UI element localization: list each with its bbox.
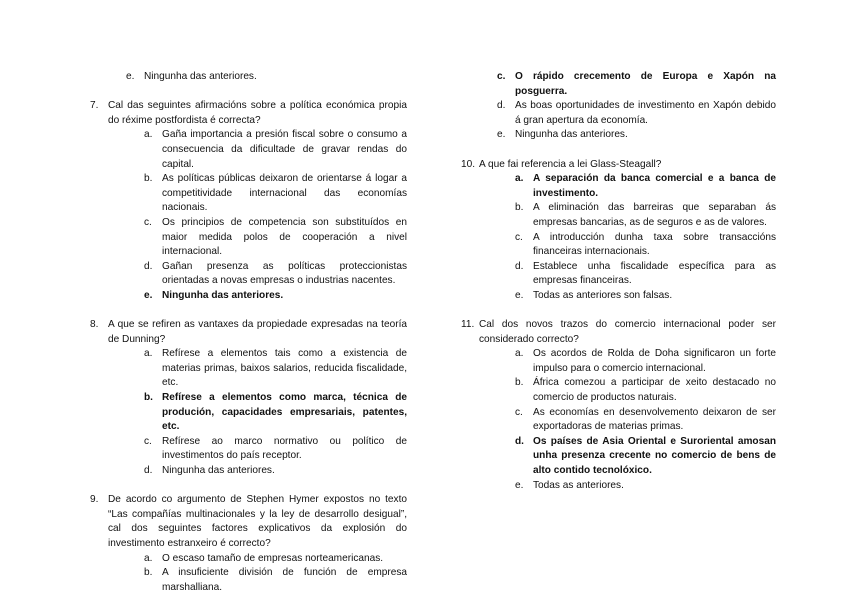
question-number: 11. <box>461 319 475 331</box>
spacer <box>461 143 776 158</box>
option-text: A insuficiente división de función de empresa marshalliana. <box>162 567 407 593</box>
left-column <box>90 70 407 595</box>
option-letter: c. <box>144 216 152 228</box>
option-text: A separación da banca comercial e a banca de investimento. <box>533 173 776 199</box>
option-letter: a. <box>515 348 524 360</box>
option-letter: a. <box>515 173 524 185</box>
option-letter: c. <box>515 406 523 418</box>
question-text: Cal das seguintes afirmacións sobre a política económica propia do réxime postfordista é correcta? <box>108 100 407 126</box>
option-letter: d. <box>144 260 153 272</box>
carryover-options <box>90 70 407 85</box>
question-8 <box>90 318 407 479</box>
option-text: Gaña importancia a presión fiscal sobre o consumo a consecuencia da dificultade de gravar rendas do capital. <box>162 129 407 170</box>
option-text: Os principios de competencia son substituídos en maior medida polos de cooperación a nivel internacional. <box>162 216 407 258</box>
option-letter: c. <box>497 71 506 82</box>
question-number: 7. <box>90 100 99 112</box>
option-b <box>108 566 407 595</box>
question-10 <box>461 158 776 304</box>
option-letter: d. <box>515 435 524 447</box>
option-letter: c. <box>144 435 152 447</box>
option-a-correct <box>479 172 776 201</box>
question-number: 10. <box>461 158 476 170</box>
option-text: O escaso tamaño de empresas norteamericanas. <box>162 552 384 564</box>
option-text: O rápido crecemento de Europa e Xapón na posguerra. <box>515 71 776 97</box>
options-list <box>108 552 407 596</box>
option-letter: b. <box>144 173 153 185</box>
option-e <box>479 289 776 304</box>
option-a <box>108 128 407 172</box>
options-list <box>479 347 776 493</box>
option-b <box>479 201 776 230</box>
option-b <box>479 376 776 405</box>
option-c <box>108 435 407 464</box>
option-text: Ningunha das anteriores. <box>162 289 284 301</box>
options-list <box>479 172 776 303</box>
option-text: Establece unha fiscalidade específica para as empresas financeiras. <box>533 260 776 287</box>
option-d <box>461 99 776 128</box>
option-letter: e. <box>515 289 524 301</box>
question-text: Cal dos novos trazos do comercio internacional poder ser considerado correcto? <box>479 319 776 345</box>
question-number: 9. <box>90 494 99 506</box>
option-c <box>479 231 776 260</box>
option-letter: e. <box>126 71 135 82</box>
option-letter: e. <box>497 129 506 141</box>
option-text: A eliminación das barreiras que separaban ás empresas bancarias, as de seguros e as de valores. <box>533 202 776 228</box>
option-letter: d. <box>515 260 524 272</box>
option-text: Refírese a elementos como marca, técnica de produción, capacidades empresariais, patentes, etc. <box>162 392 407 433</box>
option-c <box>108 216 407 260</box>
option-a <box>108 347 407 391</box>
question-text: A que se refiren as vantaxes da propiedade expresadas na teoría de Dunning? <box>108 319 407 345</box>
option-b-correct <box>108 391 407 435</box>
option-c <box>479 406 776 435</box>
option-text: Todas as anteriores. <box>533 479 624 491</box>
option-d-correct <box>479 435 776 479</box>
option-d <box>108 464 407 479</box>
option-letter: a. <box>144 552 153 564</box>
option-text: As boas oportunidades de investimento en Xapón debido á gran apertura da economía. <box>515 100 776 126</box>
option-letter: b. <box>144 392 153 404</box>
option-letter: e. <box>515 479 524 491</box>
question-11 <box>461 318 776 493</box>
option-a <box>108 552 407 567</box>
option-text: Os países de Asia Oriental e Suroriental amosan unha presenza crecente no comercio de bens de alto contido tecnolóxico. <box>533 435 776 477</box>
option-letter: b. <box>515 202 524 214</box>
option-text: Todas as anteriores son falsas. <box>533 289 673 301</box>
option-text: As políticas públicas deixaron de orientarse á logar a competitividade internacional das economías nacionais. <box>162 173 407 214</box>
question-number: 8. <box>90 319 99 331</box>
option-text: África comezou a participar de xeito destacado no comercio de productos naturais. <box>533 377 776 404</box>
option-text: As economías en desenvolvemento deixaron de ser exportadoras de materias primas. <box>533 406 776 433</box>
option-letter: d. <box>144 465 153 477</box>
option-letter: d. <box>497 100 506 112</box>
right-column <box>461 70 776 493</box>
option-letter: a. <box>144 129 153 141</box>
option-text: Refírese a elementos tais como a existencia de materias primas, baixos salarios, reducida fiscalidade, etc. <box>162 348 407 389</box>
option-letter: e. <box>144 289 153 301</box>
option-e-correct <box>108 289 407 304</box>
option-text: Refírese ao marco normativo ou político de investimentos do país receptor. <box>162 435 407 462</box>
question-7 <box>90 99 407 303</box>
options-list <box>108 128 407 303</box>
option-d <box>108 260 407 289</box>
option-c-correct <box>461 70 776 99</box>
options-list <box>108 347 407 478</box>
option-text: Ningunha das anteriores. <box>515 129 628 141</box>
option-a <box>479 347 776 376</box>
question-text: A que fai referencia a lei Glass-Steagall? <box>479 158 662 170</box>
option-text: Os acordos de Rolda de Doha significaron un forte impulso para o comercio internacional. <box>533 348 776 374</box>
option-letter: b. <box>515 377 524 389</box>
option-letter: b. <box>144 567 153 579</box>
question-text: De acordo co argumento de Stephen Hymer expostos no texto “Las compañías multinacionales y la ley de desarrollo desigual”, cal dos seguintes factores explicativos da explosión do investimento estranxeiro é correcto? <box>108 494 407 549</box>
option-e <box>479 479 776 494</box>
option-text: Ningunha das anteriores. <box>162 465 275 477</box>
option-letter: a. <box>144 348 153 360</box>
option-letter: c. <box>515 231 523 243</box>
option-e <box>90 70 407 85</box>
spacer <box>90 85 407 100</box>
option-text: Ningunha das anteriores. <box>144 71 257 82</box>
option-b <box>108 172 407 216</box>
carryover-options <box>461 70 776 143</box>
option-text: A introducción dunha taxa sobre transaccións financeiras internacionais. <box>533 231 776 258</box>
option-text: Gañan presenza as políticas proteccionistas orientadas a novas empresas o industrias nacentes. <box>162 260 407 287</box>
option-e <box>461 128 776 143</box>
option-d <box>479 260 776 289</box>
question-9 <box>90 493 407 595</box>
